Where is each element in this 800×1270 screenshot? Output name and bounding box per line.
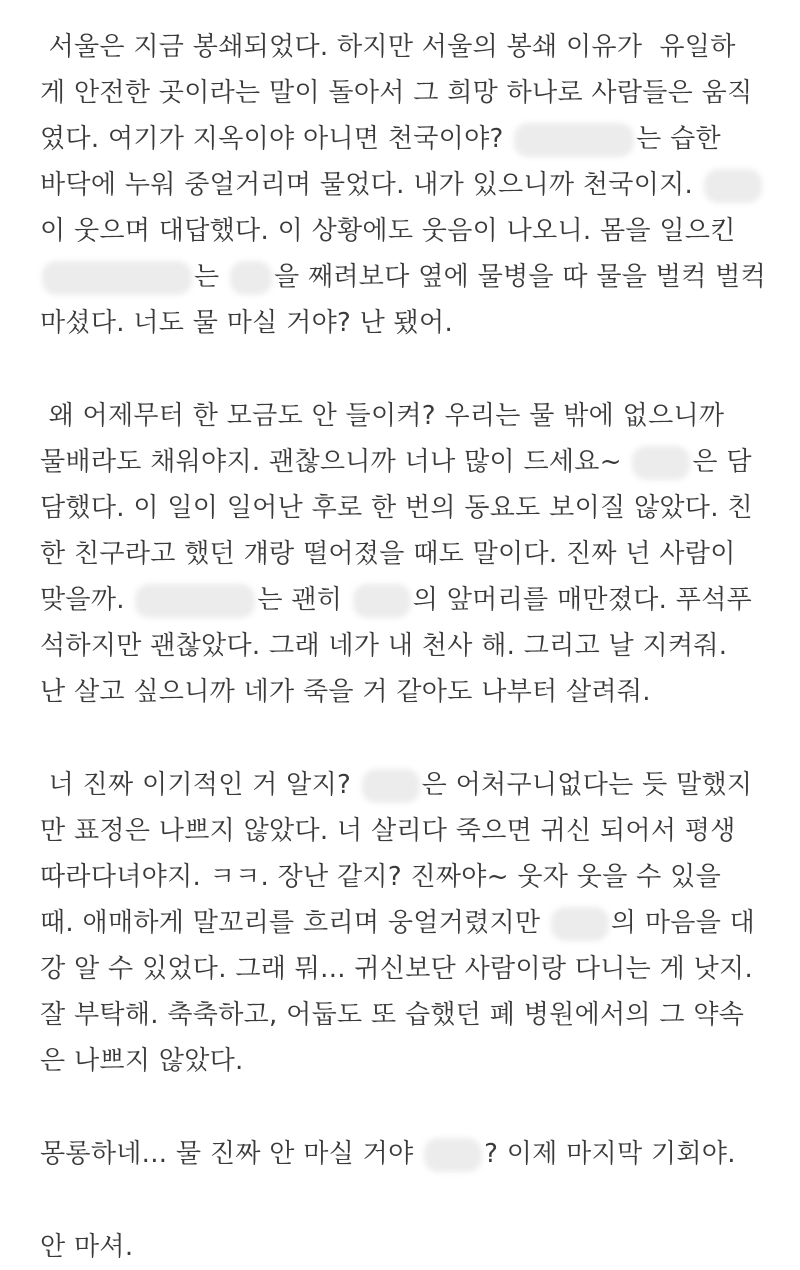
text-line: 따라다녀야지. ㅋㅋ. 장난 같지? 진짜야~ 웃자 웃을 수 있을 (40, 862, 721, 892)
text-line: 맞을까. 는 괜히 의 앞머리를 매만졌다. 푸석푸 (40, 577, 770, 623)
text-line: 물배라도 채워야지. 괜찮으니까 너나 많이 드세요~ 은 담 (40, 439, 770, 485)
text-line: 서울은 지금 봉쇄되었다. 하지만 서울의 봉쇄 이유가 유일하 (40, 32, 736, 62)
redacted-name (362, 769, 420, 803)
redacted-name (514, 123, 634, 157)
text-line: 은 나쁘지 않았다. (40, 1046, 244, 1076)
text-line: 한 친구라고 했던 걔랑 떨어졌을 때도 말이다. 진짜 넌 사람이 (40, 539, 736, 569)
text-line: 잘 부탁해. 축축하고, 어둡도 또 습했던 폐 병원에서의 그 약속 (40, 1000, 745, 1030)
redacted-name (230, 261, 272, 295)
text-line: 바닥에 누워 중얼거리며 물었다. 내가 있으니까 천국이지. (40, 162, 770, 208)
text-line: 난 살고 싶으니까 네가 죽을 거 같아도 나부터 살려줘. (40, 677, 651, 707)
redacted-name (353, 584, 411, 618)
text-line: 때. 애매하게 말꼬리를 흐리며 웅얼거렸지만 의 마음을 대 (40, 900, 770, 946)
text-line: 너 진짜 이기적인 거 알지? 은 어처구니없다는 듯 말했지 (40, 762, 770, 808)
text-line: 였다. 여기가 지옥이야 아니면 천국이야? 는 습한 (40, 116, 770, 162)
redacted-name (704, 169, 762, 203)
text-line: 몽롱하네... 물 진짜 안 마실 거야 ? 이제 마지막 기회야. (40, 1131, 770, 1177)
text-line: 안 마셔. (40, 1232, 134, 1262)
text-line: 는 을 째려보다 옆에 물병을 따 물을 벌컥 벌컥 (40, 254, 770, 300)
text-line: 왜 어제무터 한 모금도 안 들이켜? 우리는 물 밖에 없으니까 (40, 401, 725, 431)
text-line: 마셨다. 너도 물 마실 거야? 난 됐어. (40, 308, 454, 338)
text-line: 담했다. 이 일이 일어난 후로 한 번의 동요도 보이질 않았다. 친 (40, 493, 753, 523)
text-line: 석하지만 괜찮았다. 그래 네가 내 천사 해. 그리고 날 지켜줘. (40, 631, 728, 661)
redacted-name (551, 907, 609, 941)
text-line: 게 안전한 곳이라는 말이 돌아서 그 희망 하나로 사람들은 움직 (40, 78, 753, 108)
redacted-name (135, 584, 255, 618)
redacted-name (632, 446, 690, 480)
redacted-name (42, 261, 192, 295)
text-line: 만 표정은 나쁘지 않았다. 너 살리다 죽으면 귀신 되어서 평생 (40, 816, 736, 846)
redacted-name (424, 1138, 482, 1172)
story-text (40, 24, 770, 1270)
text-line: 이 웃으며 대답했다. 이 상황에도 웃음이 나오니. 몸을 일으킨 (40, 216, 736, 246)
text-line: 강 알 수 있었다. 그래 뭐... 귀신보단 사람이랑 다니는 게 낫지. (40, 954, 754, 984)
